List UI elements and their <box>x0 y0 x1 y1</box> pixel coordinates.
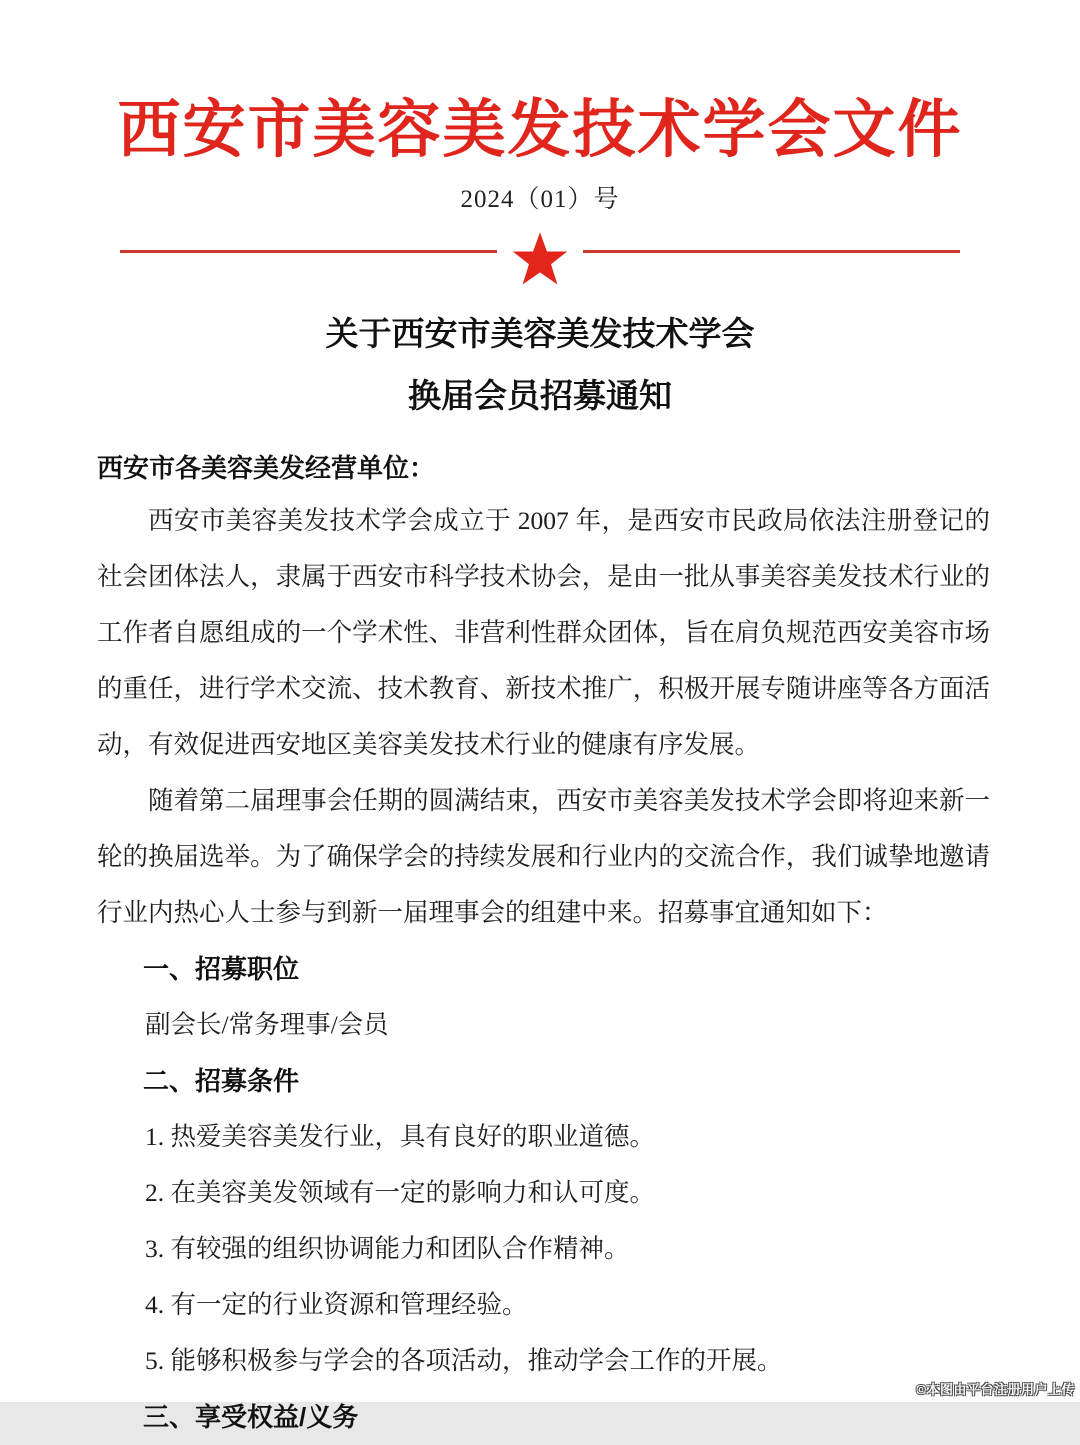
section-heading-rights-obligations: 三、享受权益/义务 <box>143 1402 359 1433</box>
document-number: 2024（01）号 <box>460 186 620 214</box>
list-item: 3. 有较强的组织协调能力和团队合作精神。 <box>145 1234 630 1264</box>
notice-title-line1: 关于西安市美容美发技术学会 <box>325 315 755 353</box>
list-item: 副会长/常务理事/会员 <box>145 1010 389 1040</box>
salutation: 西安市各美容美发经营单位： <box>97 453 436 484</box>
list-item: 1. 热爱美容美发行业，具有良好的职业道德。 <box>145 1122 656 1152</box>
letterhead-org-title: 西安市美容美发技术学会文件 <box>117 95 963 165</box>
notice-body <box>97 443 990 1445</box>
section-heading-recruit-positions: 一、招募职位 <box>143 954 300 985</box>
notice-title-line2: 换届会员招募通知 <box>408 377 672 415</box>
letterhead-rule <box>120 225 960 277</box>
list-item: 2. 在美容美发领域有一定的影响力和认可度。 <box>145 1178 656 1208</box>
notice-title <box>0 303 1080 427</box>
platform-watermark: ©本图由平台注册用户上传 <box>916 1382 1075 1397</box>
rule-right-segment <box>583 250 960 253</box>
section-heading-recruit-conditions: 二、招募条件 <box>143 1066 300 1097</box>
body-paragraph: 随着第二届理事会任期的圆满结束，西安市美容美发技术学会即将迎来新一轮的换届选举。为了确保学会的持续发展和行业内的交流合作，我们诚挚地邀请行业内热心人士参与到新一届理事会的组建中来。招募事宜通知如下： <box>97 786 990 928</box>
list-item: 4. 有一定的行业资源和管理经验。 <box>145 1290 528 1320</box>
body-paragraph: 西安市美容美发技术学会成立于 2007 年，是西安市民政局依法注册登记的社会团体法人，隶属于西安市科学技术协会，是由一批从事美容美发技术行业的工作者自愿组成的一个学术性、非营利性群众团体，旨在肩负规范西安美容市场的重任，进行学术交流、技术教育、新技术推广，积极开展专随讲座等各方面活动，有效促进西安地区美容美发技术行业的健康有序发展。 <box>97 506 990 760</box>
list-item: 5. 能够积极参与学会的各项活动，推动学会工作的开展。 <box>145 1346 783 1376</box>
red-star-icon <box>511 230 569 288</box>
rule-left-segment <box>120 250 497 253</box>
